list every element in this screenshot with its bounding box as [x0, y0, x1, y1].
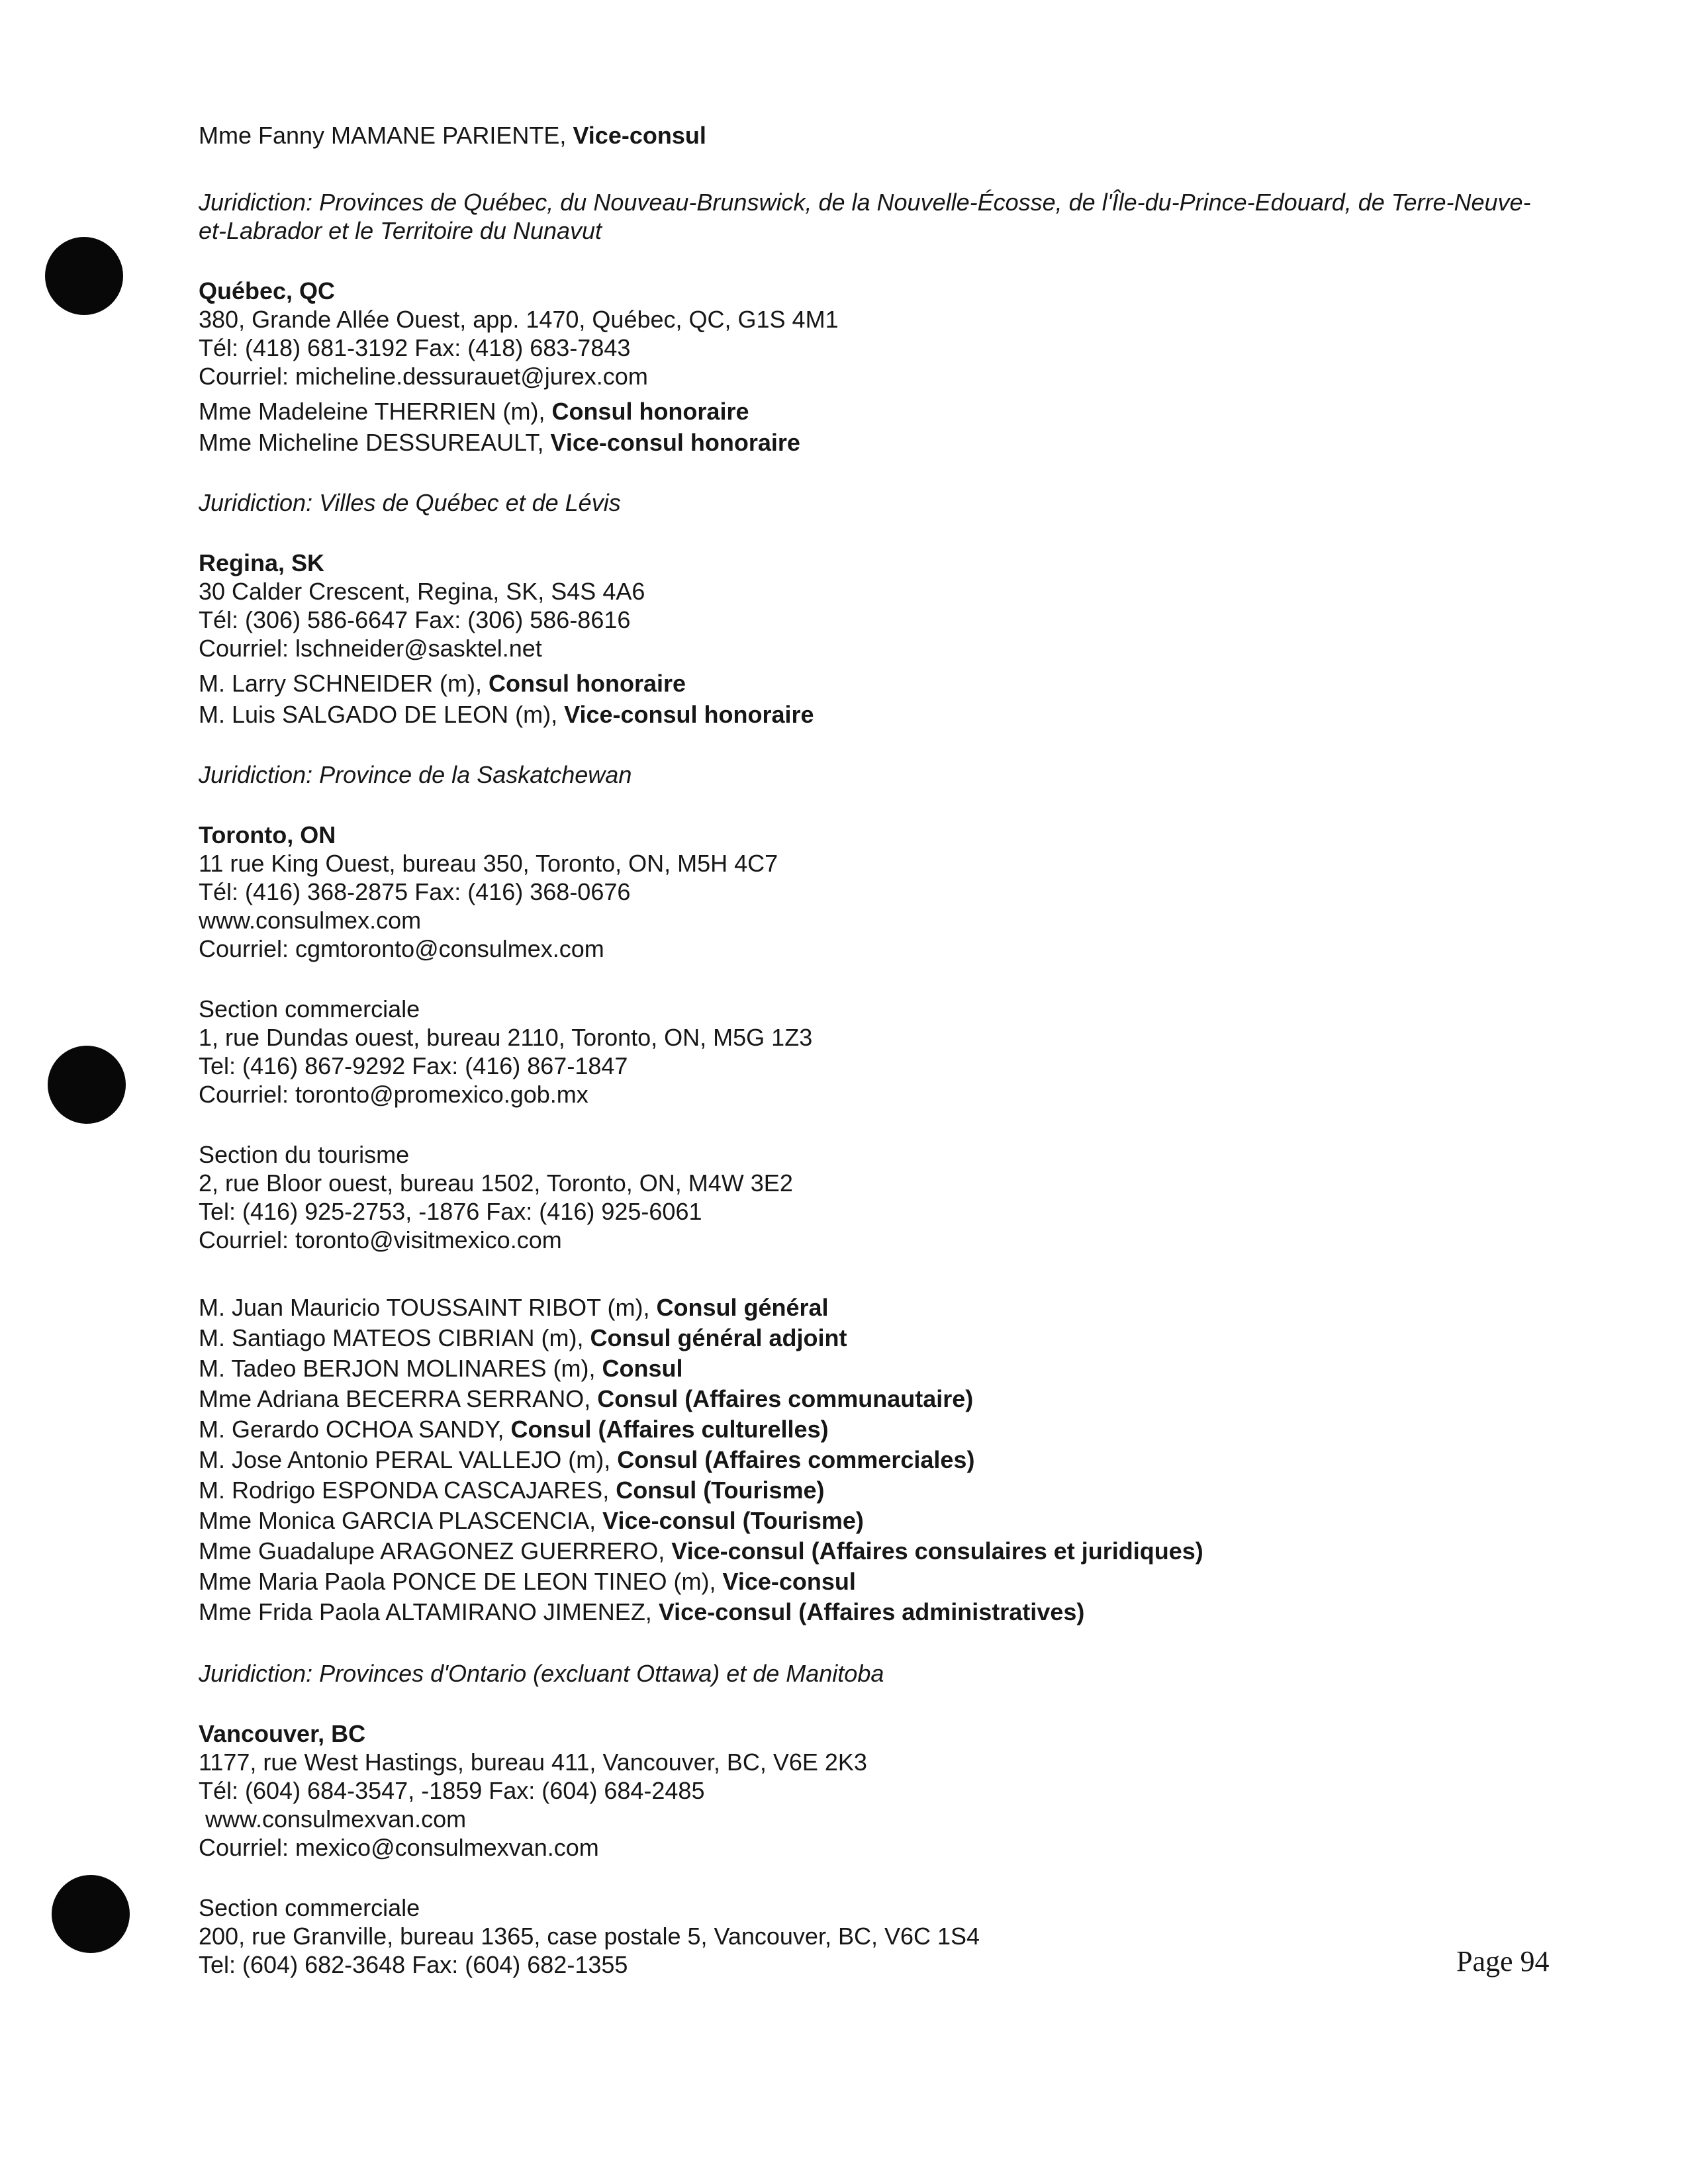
- person-title: Consul (Affaires communautaire): [597, 1385, 974, 1412]
- address: 1, rue Dundas ouest, bureau 2110, Toronto, ON, M5G 1Z3: [199, 1024, 813, 1051]
- person-name: M. Jose Antonio PERAL VALLEJO (m),: [199, 1446, 618, 1473]
- person-name: Mme Frida Paola ALTAMIRANO JIMENEZ,: [199, 1598, 659, 1625]
- page-number: Page 94: [1456, 1945, 1550, 1978]
- person-name: M. Rodrigo ESPONDA CASCAJARES,: [199, 1477, 616, 1504]
- person-title: Vice-consul (Affaires consulaires et juridiques): [671, 1537, 1203, 1565]
- person-entry: [199, 1536, 1536, 1567]
- commercial-section: [199, 995, 1536, 1109]
- person-name: Mme Micheline DESSUREAULT,: [199, 429, 551, 456]
- city-heading: Toronto, ON: [199, 821, 336, 848]
- address: 30 Calder Crescent, Regina, SK, S4S 4A6: [199, 578, 645, 605]
- city-heading: Québec, QC: [199, 277, 336, 304]
- address: 11 rue King Ouest, bureau 350, Toronto, ON, M5H 4C7: [199, 850, 778, 877]
- website: www.consulmexvan.com: [199, 1805, 467, 1833]
- person-name: M. Tadeo BERJON MOLINARES (m),: [199, 1355, 602, 1382]
- phone-fax: Tél: (604) 684-3547, -1859 Fax: (604) 684-2485: [199, 1777, 705, 1804]
- office-vancouver: [199, 1719, 1536, 1979]
- person-title: Consul général: [656, 1294, 829, 1321]
- section-heading: Section du tourisme: [199, 1141, 410, 1168]
- email: Courriel: mexico@consulmexvan.com: [199, 1834, 599, 1861]
- person-entry: [199, 1414, 1536, 1445]
- phone-fax: Tél: (306) 586-6647 Fax: (306) 586-8616: [199, 606, 631, 633]
- email: Courriel: toronto@visitmexico.com: [199, 1226, 562, 1253]
- tourism-section: [199, 1140, 1536, 1254]
- person-title: Consul (Affaires culturelles): [510, 1416, 829, 1443]
- address: 1177, rue West Hastings, bureau 411, Vancouver, BC, V6E 2K3: [199, 1749, 867, 1776]
- address: 380, Grande Allée Ouest, app. 1470, Québec, QC, G1S 4M1: [199, 306, 839, 333]
- person-entry: [199, 669, 1536, 698]
- phone-fax: Tel: (416) 867-9292 Fax: (416) 867-1847: [199, 1052, 628, 1079]
- person-title: Vice-consul (Tourisme): [602, 1507, 864, 1534]
- person-entry: [199, 1506, 1536, 1536]
- person-entry: [199, 1475, 1536, 1506]
- person-name: Mme Maria Paola PONCE DE LEON TINEO (m),: [199, 1568, 723, 1595]
- person-name: Mme Madeleine THERRIEN (m),: [199, 398, 552, 425]
- person-name: Mme Monica GARCIA PLASCENCIA,: [199, 1507, 603, 1534]
- phone-fax: Tel: (604) 682-3648 Fax: (604) 682-1355: [199, 1951, 628, 1978]
- address: 200, rue Granville, bureau 1365, case postale 5, Vancouver, BC, V6C 1S4: [199, 1923, 980, 1950]
- jurisdiction-note: Juridiction: Province de la Saskatchewan: [199, 761, 632, 788]
- person-title: Vice-consul honoraire: [564, 701, 814, 728]
- person-entry: [199, 1445, 1536, 1475]
- person-title: Vice-consul: [722, 1568, 856, 1595]
- person-title: Consul général adjoint: [590, 1324, 847, 1351]
- person-entry: [199, 1293, 1536, 1323]
- phone-fax: Tél: (416) 368-2875 Fax: (416) 368-0676: [199, 878, 631, 905]
- person-entry: [199, 397, 1536, 426]
- binder-hole-bottom: [52, 1875, 130, 1953]
- phone-fax: Tél: (418) 681-3192 Fax: (418) 683-7843: [199, 334, 631, 361]
- person-entry: [199, 121, 1536, 150]
- person-title: Vice-consul (Affaires administratives): [658, 1598, 1085, 1625]
- person-name: Mme Fanny MAMANE PARIENTE,: [199, 122, 573, 149]
- email: Courriel: toronto@promexico.gob.mx: [199, 1081, 588, 1108]
- person-title: Consul (Tourisme): [616, 1477, 825, 1504]
- email: Courriel: cgmtoronto@consulmex.com: [199, 935, 604, 962]
- person-entry: [199, 700, 1536, 729]
- city-heading: Regina, SK: [199, 549, 325, 576]
- email: Courriel: lschneider@sasktel.net: [199, 635, 542, 662]
- person-name: Mme Adriana BECERRA SERRANO,: [199, 1385, 598, 1412]
- address: 2, rue Bloor ouest, bureau 1502, Toronto, ON, M4W 3E2: [199, 1169, 793, 1197]
- person-title: Vice-consul: [573, 122, 706, 149]
- person-name: M. Juan Mauricio TOUSSAINT RIBOT (m),: [199, 1294, 657, 1321]
- office-regina: [199, 549, 1536, 789]
- section-heading: Section commerciale: [199, 1894, 420, 1921]
- city-heading: Vancouver, BC: [199, 1720, 366, 1747]
- website: www.consulmex.com: [199, 907, 422, 934]
- person-name: M. Larry SCHNEIDER (m),: [199, 670, 489, 697]
- person-name: M. Santiago MATEOS CIBRIAN (m),: [199, 1324, 590, 1351]
- person-title: Consul (Affaires commerciales): [617, 1446, 975, 1473]
- person-name: M. Luis SALGADO DE LEON (m),: [199, 701, 565, 728]
- jurisdiction-note: Juridiction: Villes de Québec et de Lévis: [199, 489, 621, 516]
- person-entry: [199, 1597, 1536, 1627]
- jurisdiction-note: Juridiction: Provinces de Québec, du Nouveau-Brunswick, de la Nouvelle-Écosse, de l'Île-du-Prince-Edouard, de Terre-Neuve-et-Labrador et le Territoire du Nunavut: [199, 189, 1531, 244]
- person-name: Mme Guadalupe ARAGONEZ GUERRERO,: [199, 1537, 672, 1565]
- person-entry: [199, 1567, 1536, 1597]
- staff-list: [199, 1293, 1536, 1627]
- jurisdiction-note: Juridiction: Provinces d'Ontario (excluant Ottawa) et de Manitoba: [199, 1660, 884, 1687]
- person-title: Consul honoraire: [551, 398, 749, 425]
- person-title: Consul honoraire: [489, 670, 686, 697]
- email: Courriel: micheline.dessurauet@jurex.com: [199, 363, 648, 390]
- office-quebec: [199, 277, 1536, 517]
- office-toronto: [199, 821, 1536, 1688]
- person-title: Consul: [602, 1355, 683, 1382]
- person-title: Vice-consul honoraire: [550, 429, 800, 456]
- phone-fax: Tel: (416) 925-2753, -1876 Fax: (416) 925-6061: [199, 1198, 702, 1225]
- commercial-section: [199, 1893, 1536, 1979]
- person-entry: [199, 428, 1536, 457]
- binder-hole-top: [45, 237, 123, 315]
- section-heading: Section commerciale: [199, 995, 420, 1023]
- person-entry: [199, 1353, 1536, 1384]
- consulate-directory: [199, 121, 1536, 1979]
- binder-hole-middle: [48, 1046, 126, 1124]
- person-name: M. Gerardo OCHOA SANDY,: [199, 1416, 511, 1443]
- person-entry: [199, 1323, 1536, 1353]
- person-entry: [199, 1384, 1536, 1414]
